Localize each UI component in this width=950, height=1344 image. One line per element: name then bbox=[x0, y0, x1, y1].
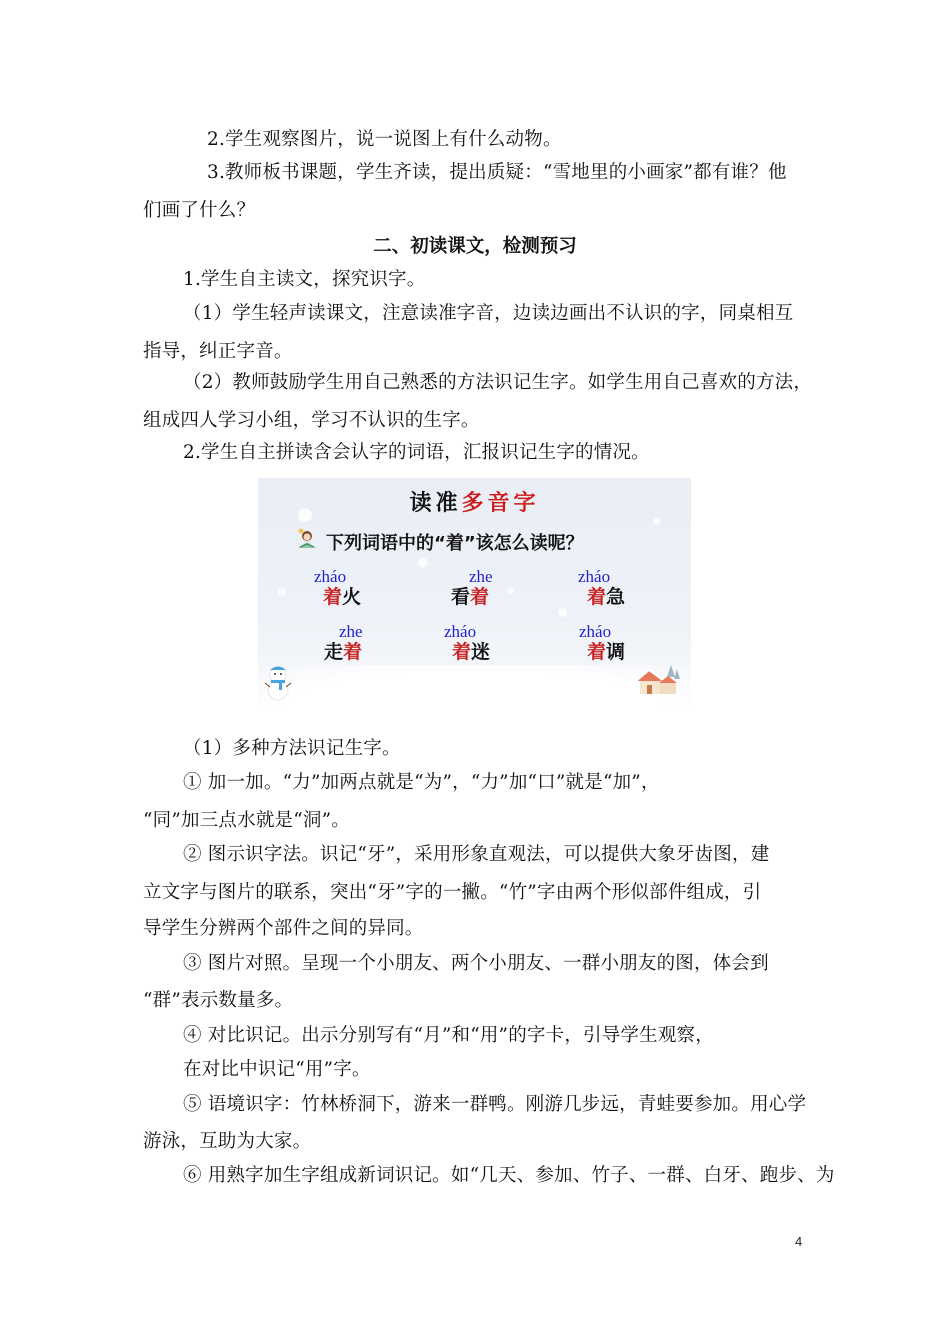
pinyin: zháo bbox=[578, 567, 611, 586]
word: 看着 bbox=[451, 586, 490, 608]
pinyin: zhe bbox=[339, 622, 363, 641]
paragraph: 在对比中识记“用”字。 bbox=[183, 1059, 371, 1080]
word-item bbox=[579, 623, 669, 663]
word: 走着 bbox=[324, 641, 363, 663]
paragraph: ① 加一加。“力”加两点就是“为”，“力”加“口”就是“加”， bbox=[183, 772, 660, 793]
paragraph-continuation: 导学生分辨两个部件之间的异同。 bbox=[143, 918, 424, 939]
paragraph-continuation: 们画了什么？ bbox=[143, 200, 256, 221]
paragraph-continuation: “同”加三点水就是“洞”。 bbox=[143, 810, 350, 831]
paragraph-continuation: 立文字与图片的联系，突出“牙”字的一撇。“竹”字由两个形似部件组成，引 bbox=[143, 882, 762, 903]
page-number: 4 bbox=[795, 1234, 803, 1249]
slide-question: 下列词语中的“着”该怎么读呢？ bbox=[326, 533, 584, 554]
word-item bbox=[451, 568, 541, 608]
word-item bbox=[578, 568, 668, 608]
word: 着调 bbox=[587, 641, 626, 663]
polyphone-slide-image bbox=[258, 478, 691, 705]
paragraph: ④ 对比识记。出示分别写有“月”和“用”的字卡，引导学生观察， bbox=[183, 1025, 714, 1046]
word: 着迷 bbox=[452, 641, 491, 663]
snowflake-decoration bbox=[278, 588, 286, 596]
paragraph: 3.教师板书课题，学生齐读，提出质疑：“雪地里的小画家”都有谁？他 bbox=[207, 162, 787, 183]
paragraph: （1）学生轻声读课文，注意读准字音，边读边画出不认识的字，同桌相互 bbox=[183, 303, 794, 324]
paragraph: 2.学生自主拼读含会认字的词语，汇报识记生字的情况。 bbox=[183, 442, 650, 463]
snow-ground-decoration bbox=[258, 665, 691, 705]
word: 着急 bbox=[587, 586, 626, 608]
paragraph-continuation: 指导，纠正字音。 bbox=[143, 341, 293, 362]
paragraph-continuation: 游泳，互助为大家。 bbox=[143, 1131, 312, 1152]
paragraph: （2）教师鼓励学生用自己熟悉的方法识记生字。如学生用自己喜欢的方法， bbox=[183, 372, 813, 393]
pinyin: zhe bbox=[469, 567, 493, 586]
snowflake-decoration bbox=[418, 558, 428, 568]
paragraph: ⑥ 用熟字加生字组成新词识记。如“几天、参加、竹子、一群、白牙、跑步、为 bbox=[183, 1165, 835, 1186]
paragraph-continuation: “群”表示数量多。 bbox=[143, 990, 294, 1011]
paragraph: ③ 图片对照。呈现一个小朋友、两个小朋友、一群小朋友的图，体会到 bbox=[183, 953, 769, 974]
paragraph: 1.学生自主读文，探究识字。 bbox=[183, 269, 426, 290]
paragraph-continuation: 组成四人学习小组，学习不认识的生字。 bbox=[143, 410, 480, 431]
reading-girl-icon bbox=[296, 528, 318, 550]
paragraph: 2.学生观察图片，说一说图上有什么动物。 bbox=[207, 129, 562, 150]
pinyin: zháo bbox=[444, 622, 477, 641]
pinyin: zháo bbox=[579, 622, 612, 641]
snowflake-decoration bbox=[558, 608, 567, 617]
paragraph: ② 图示识字法。识记“牙”，采用形象直观法，可以提供大象牙齿图，建 bbox=[183, 844, 770, 865]
snow-house-icon bbox=[633, 663, 681, 699]
snowflake-decoration bbox=[653, 518, 660, 525]
word-item bbox=[444, 623, 534, 663]
paragraph: （1）多种方法识记生字。 bbox=[183, 738, 401, 759]
snowman-icon bbox=[263, 663, 293, 701]
section-heading: 二、初读课文，检测预习 bbox=[373, 236, 577, 257]
slide-title: 读准多音字 bbox=[409, 491, 540, 516]
word-item bbox=[314, 568, 404, 608]
pinyin: zháo bbox=[314, 567, 347, 586]
word-item bbox=[324, 623, 414, 663]
word: 着火 bbox=[323, 586, 362, 608]
paragraph: ⑤ 语境识字：竹林桥洞下，游来一群鸭。刚游几步远，青蛙要参加。用心学 bbox=[183, 1094, 807, 1115]
